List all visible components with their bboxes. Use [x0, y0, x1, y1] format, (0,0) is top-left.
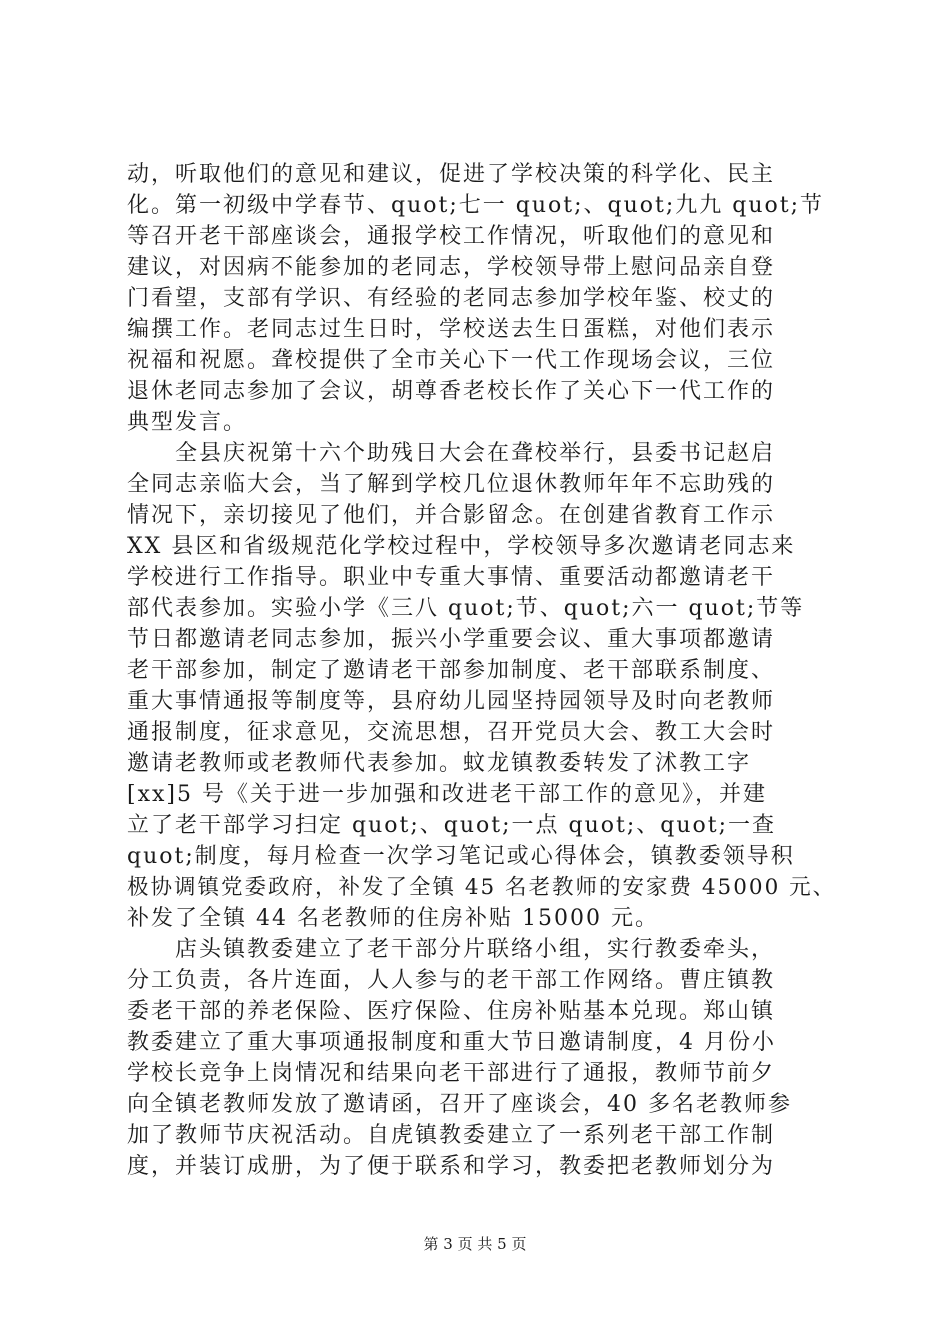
text-line: 部代表参加。实验小学《三八 quot;节、quot;六一 quot;节等 — [127, 596, 805, 621]
text-line: 重大事情通报等制度等，县府幼儿园坚持园领导及时向老教师 — [127, 689, 776, 714]
text-line: 学校进行工作指导。职业中专重大事情、重要活动都邀请老干 — [127, 565, 776, 590]
text-line: 等召开老干部座谈会，通报学校工作情况，听取他们的意见和 — [127, 224, 776, 249]
body-text — [127, 159, 842, 1182]
text-line: quot;制度，每月检查一次学习笔记或心得体会，镇教委领导积 — [127, 844, 795, 869]
page-number-footer: 第 3 页 共 5 页 — [423, 1235, 527, 1253]
text-line: 典型发言。 — [127, 410, 248, 435]
text-line: 度，并装订成册，为了便于联系和学习，教委把老教师划分为 — [127, 1154, 776, 1179]
text-line: 门看望，支部有学识、有经验的老同志参加学校年鉴、校丈的 — [127, 286, 776, 311]
text-line: 退休老同志参加了会议，胡尊香老校长作了关心下一代工作的 — [127, 379, 776, 404]
text-line: 通报制度，征求意见，交流思想，召开党员大会、教工大会时 — [127, 720, 776, 745]
text-line: 情况下，亲切接见了他们，并合影留念。在创建省教育工作示 — [127, 503, 776, 528]
text-line: 教委建立了重大事项通报制度和重大节日邀请制度，4 月份小 — [127, 1030, 776, 1055]
text-line: 化。第一初级中学春节、quot;七一 quot;、quot;九九 quot;节 — [127, 193, 824, 218]
text-line: 立了老干部学习扫定 quot;、quot;一点 quot;、quot;一查 — [127, 813, 776, 838]
text-line: 建议，对因病不能参加的老同志，学校领导带上慰问品亲自登 — [127, 255, 776, 280]
text-line: 全县庆祝第十六个助残日大会在聋校举行，县委书记赵启 — [127, 441, 776, 466]
text-line: 分工负责，各片连面，人人参与的老干部工作网络。曹庄镇教 — [127, 968, 776, 993]
text-line: 极协调镇党委政府，补发了全镇 45 名老教师的安家费 45000 元、 — [127, 875, 837, 900]
text-line: 全同志亲临大会，当了解到学校几位退休教师年年不忘助残的 — [127, 472, 776, 497]
text-line: 节日都邀请老同志参加，振兴小学重要会议、重大事项都邀请 — [127, 627, 776, 652]
text-line: 学校长竞争上岗情况和结果向老干部进行了通报，教师节前夕 — [127, 1061, 776, 1086]
text-line: 祝福和祝愿。聋校提供了全市关心下一代工作现场会议，三位 — [127, 348, 776, 373]
text-line: 向全镇老教师发放了邀请函，召开了座谈会，40 多名老教师参 — [127, 1092, 792, 1117]
text-line: 委老干部的养老保险、医疗保险、住房补贴基本兑现。郑山镇 — [127, 999, 776, 1024]
text-line: 加了教师节庆祝活动。自虎镇教委建立了一系列老干部工作制 — [127, 1123, 776, 1148]
text-line: 店头镇教委建立了老干部分片联络小组，实行教委牵头， — [127, 937, 776, 962]
text-line: 编撰工作。老同志过生日时，学校送去生日蛋糕，对他们表示 — [127, 317, 776, 342]
text-line: 老干部参加，制定了邀请老干部参加制度、老干部联系制度、 — [127, 658, 776, 683]
text-line: [xx]5 号《关于进一步加强和改进老干部工作的意见》，并建 — [127, 782, 767, 807]
text-line: 补发了全镇 44 名老教师的住房补贴 15000 元。 — [127, 906, 659, 931]
text-line: 邀请老教师或老教师代表参加。蚊龙镇教委转发了沭教工字 — [127, 751, 752, 776]
text-line: XX 县区和省级规范化学校过程中，学校领导多次邀请老同志来 — [127, 534, 796, 559]
text-line: 动，听取他们的意见和建议，促进了学校决策的科学化、民主 — [127, 162, 776, 187]
